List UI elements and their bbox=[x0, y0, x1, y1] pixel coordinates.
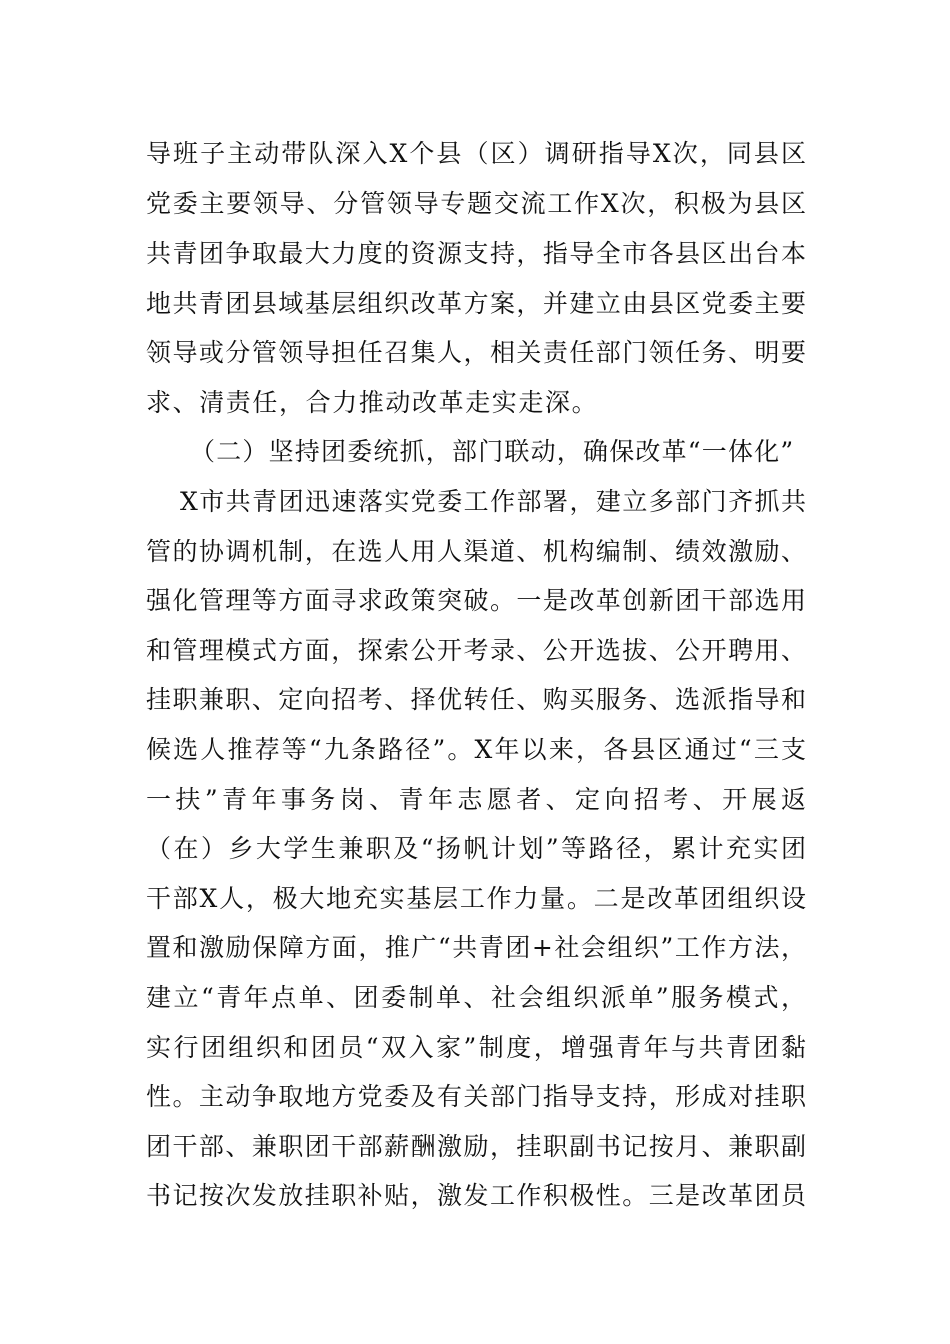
text-line-12: 挂职兼职、定向招考、择优转任、购买服务、选派指导和 bbox=[146, 685, 806, 714]
text-line-1: 导班子主动带队深入X个县（区）调研指导X次，同县区 bbox=[146, 139, 806, 168]
text-line-18: 建立“青年点单、团委制单、社会组织派单”服务模式， bbox=[146, 983, 806, 1012]
text-line-10: 强化管理等方面寻求政策突破。一是改革创新团干部选用 bbox=[146, 586, 806, 615]
text-line-13: 候选人推荐等“九条路径”。X年以来，各县区通过“三支 bbox=[146, 735, 806, 764]
text-line-21: 团干部、兼职团干部薪酬激励，挂职副书记按月、兼职副 bbox=[146, 1132, 806, 1161]
text-line-22: 书记按次发放挂职补贴，激发工作积极性。三是改革团员 bbox=[146, 1181, 806, 1210]
text-line-3: 共青团争取最大力度的资源支持，指导全市各县区出台本 bbox=[146, 239, 806, 268]
text-line-8: X市共青团迅速落实党委工作部署，建立多部门齐抓共 bbox=[180, 487, 806, 516]
text-line-19: 实行团组织和团员“双入家”制度，增强青年与共青团黏 bbox=[146, 1033, 806, 1062]
text-line-11: 和管理模式方面，探索公开考录、公开选拔、公开聘用、 bbox=[146, 636, 806, 665]
text-line-15: （在）乡大学生兼职及“扬帆计划”等路径，累计充实团 bbox=[146, 834, 806, 863]
text-line-4: 地共青团县域基层组织改革方案，并建立由县区党委主要 bbox=[146, 289, 806, 318]
text-line-20: 性。主动争取地方党委及有关部门指导支持，形成对挂职 bbox=[146, 1082, 806, 1111]
section-heading: （二）坚持团委统抓，部门联动，确保改革“一体化” bbox=[190, 437, 795, 466]
text-line-16: 干部X人，极大地充实基层工作力量。二是改革团组织设 bbox=[146, 884, 806, 913]
text-line-9: 管的协调机制，在选人用人渠道、机构编制、绩效激励、 bbox=[146, 537, 806, 566]
text-line-17: 置和激励保障方面，推广“共青团+社会组织”工作方法， bbox=[146, 933, 806, 962]
text-line-14: 一扶”青年事务岗、青年志愿者、定向招考、开展返 bbox=[146, 785, 806, 814]
text-line-5: 领导或分管领导担任召集人，相关责任部门领任务、明要 bbox=[146, 338, 806, 367]
text-line-2: 党委主要领导、分管领导专题交流工作X次，积极为县区 bbox=[146, 189, 806, 218]
text-line-6: 求、清责任，合力推动改革走实走深。 bbox=[146, 388, 599, 417]
